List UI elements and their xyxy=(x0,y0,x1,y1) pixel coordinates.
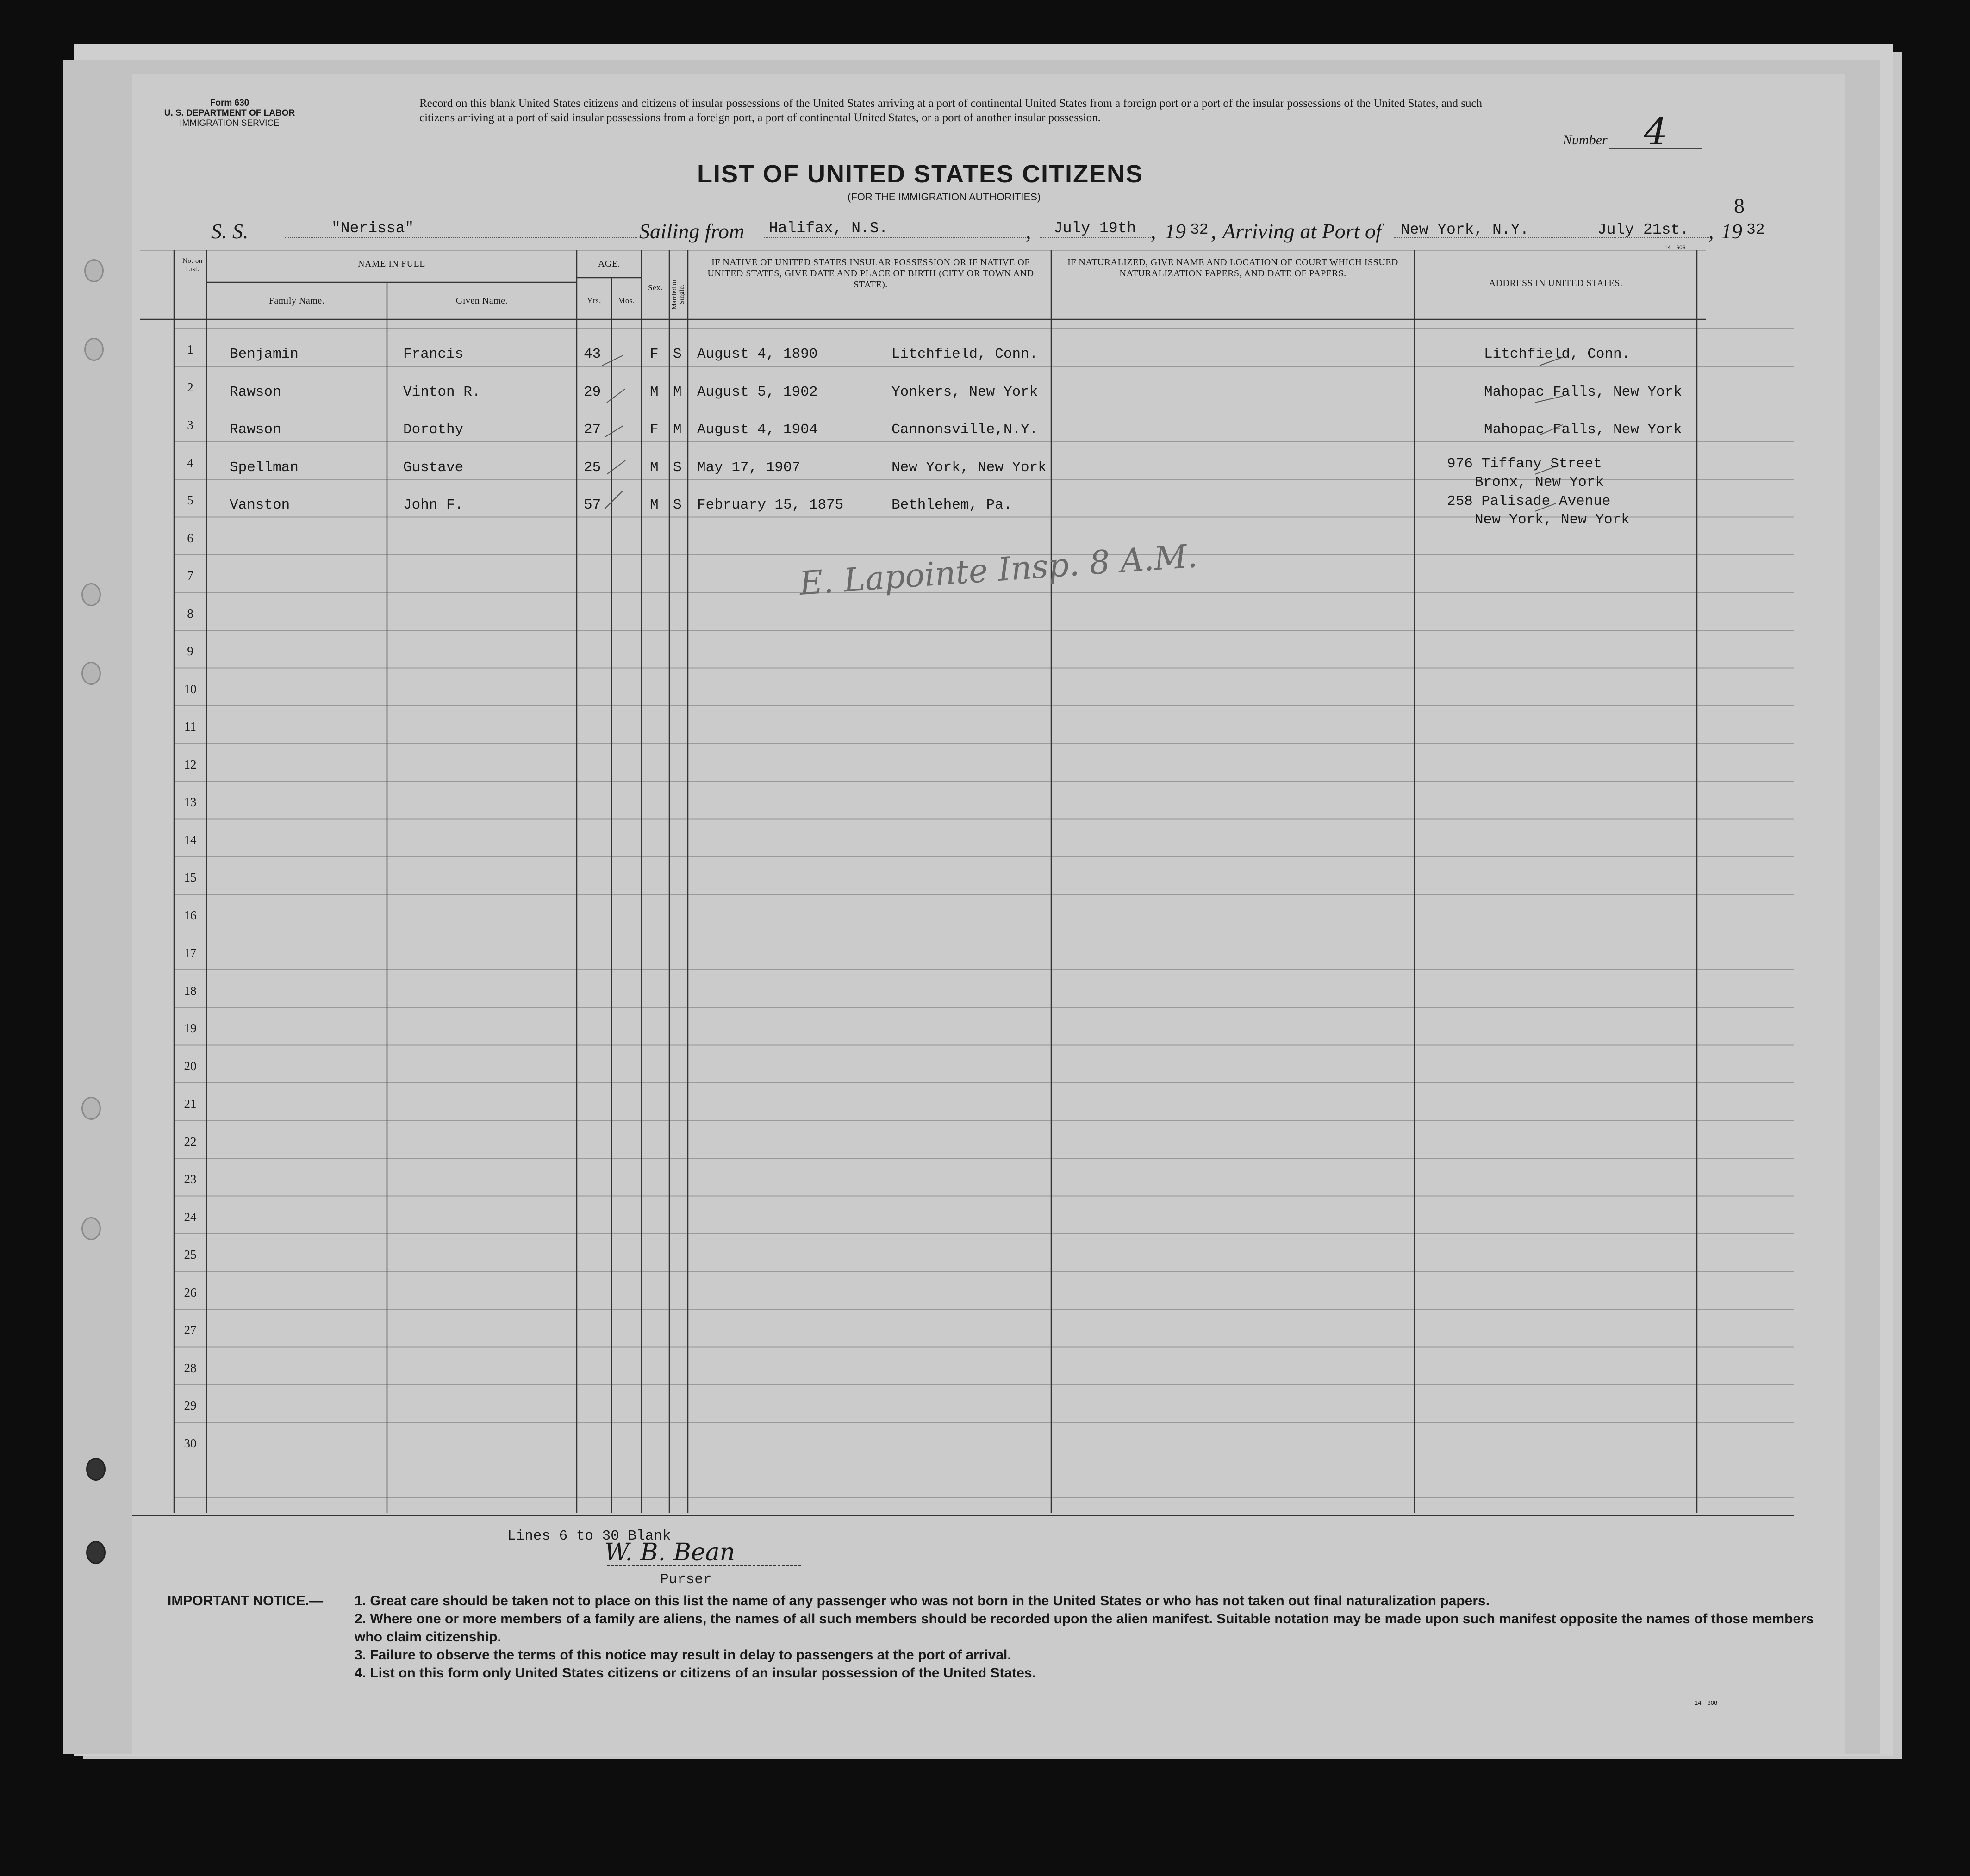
notice-item: 3. Failure to observe the terms of this notice may result in delay to passengers at the port of arrival. xyxy=(355,1647,1011,1663)
row-number: 19 xyxy=(184,1021,197,1035)
given-name-cell: Gustave xyxy=(403,459,464,476)
row-number: 10 xyxy=(184,682,197,696)
record-instruction: Record on this blank United States citizens and citizens of insular possessions of the United States arriving at a port of continental United States from a foreign port or a port of the insular possessions of the United States, and such citizens arriving at a port of said insular possessions from a foreign port, a port of continental United States, or a port of another insular possession. xyxy=(419,97,1483,124)
col-header-given-name: Given Name. xyxy=(455,296,508,306)
given-name-cell: Vinton R. xyxy=(403,384,481,400)
arrival-year: 32 xyxy=(1746,221,1765,238)
family-name-cell: Vanston xyxy=(230,497,290,513)
sex-cell: M xyxy=(650,384,659,400)
number-value: 4 xyxy=(1609,116,1702,149)
arrival-date: July 21st. xyxy=(1597,221,1689,238)
blank-lines-note: Lines 6 to 30 Blank xyxy=(507,1528,671,1544)
row-number: 9 xyxy=(187,644,193,658)
address-line-2-cell: Bronx, New York xyxy=(1475,474,1604,491)
col-header-naturalized: IF NATURALIZED, GIVE NAME AND LOCATION OF COURT WHICH ISSUED NATURALIZATION PAPERS, AND DATE OF PAPERS. xyxy=(1067,257,1398,279)
form-id-block xyxy=(160,98,299,129)
birth-place-cell: New York, New York xyxy=(891,459,1047,476)
comma-separator: , xyxy=(1708,219,1714,243)
col-header-married-single: Married or Single. xyxy=(671,279,686,310)
row-number: 6 xyxy=(187,531,193,545)
purser-signature: W. B. Bean xyxy=(605,1539,736,1566)
comma-separator: , xyxy=(1026,219,1031,243)
col-header-no: No. on List. xyxy=(182,257,203,273)
address-line-2-cell: New York, New York xyxy=(1475,512,1630,528)
row-number: 16 xyxy=(184,908,197,922)
notice-item: 1. Great care should be taken not to place on this list the name of any passenger who was not born in the United States or who has not taken out final naturalization papers. xyxy=(355,1593,1490,1609)
col-header-birth: IF NATIVE OF UNITED STATES INSULAR POSSESSION OR IF NATIVE OF UNITED STATES, GIVE DATE AND PLACE OF BIRTH (CITY OR TOWN AND STATE). xyxy=(707,257,1034,290)
row-number: 12 xyxy=(184,757,197,771)
birth-date-cell: February 15, 1875 xyxy=(697,497,844,513)
sail-year: 32 xyxy=(1190,221,1209,238)
row-number: 30 xyxy=(184,1436,197,1450)
col-header-address: ADDRESS IN UNITED STATES. xyxy=(1489,278,1623,288)
arriving-label: Arriving at Port of xyxy=(1222,219,1382,243)
birth-date-cell: May 17, 1907 xyxy=(697,459,801,476)
notice-list xyxy=(355,1592,1817,1682)
row-number: 23 xyxy=(184,1172,197,1186)
col-header-sex: Sex. xyxy=(648,283,663,292)
age-years-cell: 27 xyxy=(584,422,601,438)
sex-cell: M xyxy=(650,459,659,476)
row-number: 24 xyxy=(184,1210,197,1224)
age-years-cell: 25 xyxy=(584,459,601,476)
row-number: 29 xyxy=(184,1398,197,1412)
marital-status-cell: S xyxy=(673,497,682,513)
tick-mark xyxy=(607,389,625,403)
age-years-cell: 29 xyxy=(584,384,601,400)
age-years-cell: 43 xyxy=(584,346,601,362)
row-number: 4 xyxy=(187,455,193,470)
col-header-name-in-full: NAME IN FULL xyxy=(358,259,425,269)
birth-place-cell: Cannonsville,N.Y. xyxy=(891,422,1038,438)
family-name-cell: Rawson xyxy=(230,384,281,400)
row-number: 20 xyxy=(184,1059,197,1073)
row-number: 26 xyxy=(184,1285,197,1299)
list-number xyxy=(1563,110,1702,153)
punch-hole xyxy=(86,1458,106,1481)
row-number: 15 xyxy=(184,870,197,884)
ss-label: S. S. xyxy=(211,219,249,243)
birth-date-cell: August 4, 1904 xyxy=(697,422,818,438)
birth-date-cell: August 4, 1890 xyxy=(697,346,818,362)
address-line-1-cell: 258 Palisade Avenue xyxy=(1447,493,1611,509)
row-number: 7 xyxy=(187,569,193,583)
row-number: 18 xyxy=(184,983,197,998)
punch-hole xyxy=(86,1541,106,1564)
comma-separator: , xyxy=(1211,219,1216,243)
row-number: 8 xyxy=(187,606,193,621)
purser-label: Purser xyxy=(660,1572,712,1588)
form-page xyxy=(63,60,1880,1754)
punch-hole xyxy=(84,338,104,361)
given-name-cell: Dorothy xyxy=(403,422,464,438)
department-name: U. S. DEPARTMENT OF LABOR xyxy=(164,108,295,118)
birth-place-cell: Bethlehem, Pa. xyxy=(891,497,1012,513)
notice-item: 4. List on this form only United States citizens or citizens of an insular possession of the United States. xyxy=(355,1665,1036,1681)
tick-mark xyxy=(605,491,623,509)
col-header-family-name: Family Name. xyxy=(268,296,325,306)
from-port-line xyxy=(764,237,1026,238)
sail-date-line xyxy=(1040,237,1151,238)
birth-place-cell: Yonkers, New York xyxy=(891,384,1038,400)
sex-cell: M xyxy=(650,497,659,513)
punch-hole xyxy=(81,1217,101,1240)
arrival-year-prefix: 19 xyxy=(1721,219,1742,243)
notice-heading: IMPORTANT NOTICE.— xyxy=(168,1593,324,1609)
sailing-label: Sailing from xyxy=(639,219,745,243)
punch-hole xyxy=(81,1097,101,1120)
sail-year-prefix: 19 xyxy=(1165,219,1186,243)
address-line-1-cell: Mahopac Falls, New York xyxy=(1484,422,1682,438)
col-header-age: AGE. xyxy=(598,259,621,269)
inspector-note: E. Lapointe Insp. 8 A.M. xyxy=(798,537,1199,603)
row-number: 3 xyxy=(187,418,193,432)
marital-status-cell: S xyxy=(673,459,682,476)
given-name-cell: Francis xyxy=(403,346,464,362)
col-header-months: Mos. xyxy=(618,296,635,305)
given-name-cell: John F. xyxy=(403,497,464,513)
page-mark: 8 xyxy=(1734,194,1745,217)
birth-date-cell: August 5, 1902 xyxy=(697,384,818,400)
address-line-1-cell: 976 Tiffany Street xyxy=(1447,455,1602,472)
row-number: 21 xyxy=(184,1097,197,1111)
printer-code: 14—606 xyxy=(1665,244,1686,251)
comma-separator: , xyxy=(1151,219,1156,243)
footer-code: 14—606 xyxy=(1695,1699,1718,1706)
row-number: 2 xyxy=(187,380,193,394)
sex-cell: F xyxy=(650,346,659,362)
form-number: Form 630 xyxy=(210,98,249,108)
sail-date: July 19th xyxy=(1054,220,1136,237)
service-name: IMMIGRATION SERVICE xyxy=(180,118,280,128)
tick-mark xyxy=(607,460,625,474)
ship-line xyxy=(285,237,637,238)
address-line-1-cell: Litchfield, Conn. xyxy=(1484,346,1631,362)
arrival-port: New York, N.Y. xyxy=(1401,221,1529,238)
row-number: 27 xyxy=(184,1323,197,1337)
row-number: 28 xyxy=(184,1360,197,1375)
ship-name: "Nerissa" xyxy=(331,220,414,237)
age-years-cell: 57 xyxy=(584,497,601,513)
col-header-years: Yrs. xyxy=(587,296,601,305)
row-number: 14 xyxy=(184,832,197,847)
row-number: 17 xyxy=(184,946,197,960)
marital-status-cell: M xyxy=(673,384,682,400)
tick-mark xyxy=(602,355,623,366)
sex-cell: F xyxy=(650,422,659,438)
row-number: 13 xyxy=(184,795,197,809)
birth-place-cell: Litchfield, Conn. xyxy=(891,346,1038,362)
family-name-cell: Spellman xyxy=(230,459,299,476)
row-number: 25 xyxy=(184,1248,197,1261)
family-name-cell: Benjamin xyxy=(230,346,299,362)
row-number: 5 xyxy=(187,493,193,507)
form-body xyxy=(132,74,1845,1754)
number-label: Number xyxy=(1563,132,1608,148)
tick-mark xyxy=(605,426,623,437)
marital-status-cell: S xyxy=(673,346,682,362)
row-number: 1 xyxy=(187,342,193,356)
page-title: LIST OF UNITED STATES CITIZENS xyxy=(697,160,1143,188)
punch-hole xyxy=(81,583,101,606)
punch-hole xyxy=(84,259,104,282)
from-port: Halifax, N.S. xyxy=(769,220,888,237)
address-line-1-cell: Mahopac Falls, New York xyxy=(1484,384,1682,400)
marital-status-cell: M xyxy=(673,422,682,438)
notice-item: 2. Where one or more members of a family are aliens, the names of all such members should be recorded upon the alien manifest. Suitable notation may be made upon such manifest opposite the names of those members who claim citizenship. xyxy=(355,1611,1814,1645)
row-number: 11 xyxy=(184,720,196,733)
table-grid xyxy=(132,250,1845,1610)
family-name-cell: Rawson xyxy=(230,422,281,438)
punch-hole xyxy=(81,662,101,685)
row-number: 22 xyxy=(184,1134,197,1149)
page-subtitle: (FOR THE IMMIGRATION AUTHORITIES) xyxy=(848,191,1041,203)
